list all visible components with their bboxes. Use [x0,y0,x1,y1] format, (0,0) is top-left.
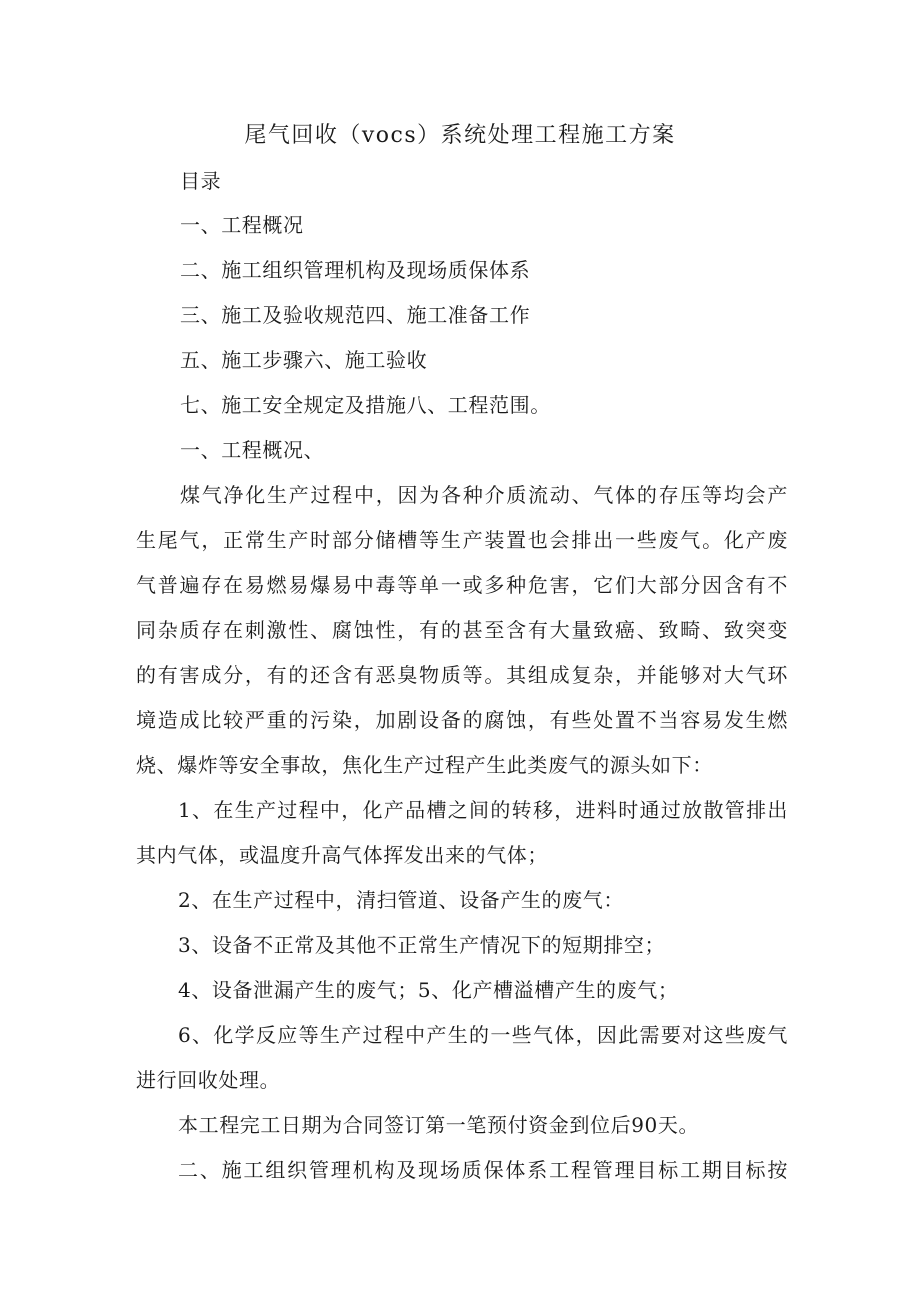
paragraph-line: 烧、爆炸等安全事故，焦化生产过程产生此类废气的源头如下： [136,753,713,777]
toc-item: 五、施工步骤六、施工验收 [180,348,428,372]
paragraph-line: 境造成比较严重的污染，加剧设备的腐蚀，有些处置不当容易发生燃 [136,708,788,732]
paragraph-line: 同杂质存在刺激性、腐蚀性，有的甚至含有大量致癌、致畸、致突变 [136,618,788,642]
list-item-line: 6、化学反应等生产过程中产生的一些气体，因此需要对这些废气 [178,1023,788,1047]
toc-item: 七、施工安全规定及措施八、工程范围。 [180,393,551,417]
paragraph-line: 的有害成分，有的还含有恶臭物质等。其组成复杂，并能够对大气环 [136,663,788,687]
document-title: 尾气回收（vocs）系统处理工程施工方案 [244,123,676,148]
list-item-line: 3、设备不正常及其他不正常生产情况下的短期排空； [178,933,666,957]
list-item-line: 进行回收处理。 [136,1068,281,1092]
toc-item: 一、工程概况 [180,213,304,237]
list-item-line: 1、在生产过程中，化产品槽之间的转移，进料时通过放散管排出 [178,798,788,822]
list-item-line: 其内气体，或温度升高气体挥发出来的气体； [136,843,548,867]
toc-heading: 目录 [180,169,222,193]
paragraph-line: 煤气净化生产过程中，因为各种介质流动、气体的存压等均会产 [180,483,788,507]
paragraph-line: 生尾气，正常生产时部分储槽等生产装置也会排出一些废气。化产废 [136,528,788,552]
toc-item: 三、施工及验收规范四、施工准备工作 [180,303,531,327]
toc-item: 二、施工组织管理机构及现场质保体系 [180,258,531,282]
list-item-line: 2、在生产过程中，清扫管道、设备产生的废气： [178,888,624,912]
paragraph-line: 气普遍存在易燃易爆易中毒等单一或多种危害，它们大部分因含有不 [136,573,788,597]
list-item-line: 4、设备泄漏产生的废气；5、化产槽溢槽产生的废气； [178,978,679,1002]
completion-date-text: 本工程完工日期为合同签订第一笔预付资金到位后90天。 [178,1113,700,1137]
section2-heading: 二、施工组织管理机构及现场质保体系工程管理目标工期目标按 [178,1158,788,1182]
section1-heading: 一、工程概况、 [180,438,325,462]
